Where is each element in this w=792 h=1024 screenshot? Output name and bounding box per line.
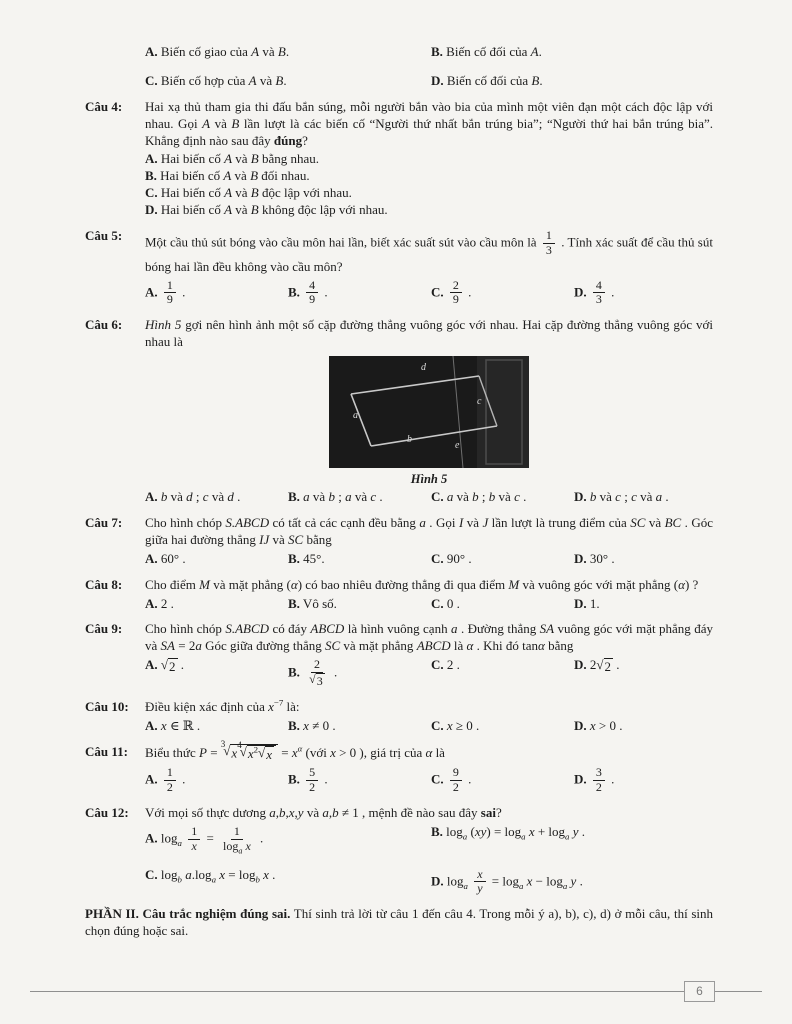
answer-option: D. 30° . [574,550,615,566]
answer-options [145,278,713,309]
footer-divider [30,991,762,992]
question-cau-10 [85,699,713,735]
answer-options [145,489,713,506]
answer-options [145,765,713,796]
part2-instructions: PHẦN II. Câu trắc nghiệm đúng sai. Thí sinh trả lời từ câu 1 đến câu 4. Trong mỗi ý a), b), c), d) ở mỗi câu, thí sinh chọn đúng hoặc sai. [85,906,714,939]
answer-option: B. x ≠ 0 . [288,717,336,733]
page-number: 6 [684,981,715,1002]
answer-option: C. Biến cố hợp của A và B. [145,72,287,88]
answer-option: B. $\frac{5}{2}$ . [288,765,328,795]
question-number: Câu 12: [85,805,129,821]
answer-option: D. 1. [574,595,600,611]
question-text: Cho hình chóp S.ABCD có đáy ABCD là hình vuông cạnh a . Đường thẳng SA vuông góc với mặt phẳng đáy và SA = 2a Góc giữa đường thẳng SC và mặt phẳng ABCD là α . Khi đó tanα bằng [145,621,713,654]
answer-option: D. Hai biến cố A và B không độc lập với nhau. [145,202,388,218]
question-text: Cho hình chóp S.ABCD có tất cả các cạnh đều bằng a . Gọi I và J lần lượt là trung điểm của SC và BC . Góc giữa hai đường thẳng IJ và SC bằng [145,515,713,547]
question-cau-12 [85,805,713,897]
figure-hinh-5 [329,356,529,487]
figure-label-c: c [477,395,482,407]
question-number: Câu 9: [85,621,123,637]
question-cau-8 [85,577,713,613]
answer-option: A. $\log_a$ $\frac{1}{x}$ = $\frac{1}{\log_a x}$ . [145,823,264,856]
question-text: Cho điểm M và mặt phẳng (α) có bao nhiêu đường thẳng đi qua điểm M và vuông góc với mặt phẳng (α) ? [145,576,699,592]
answer-option: C. $\frac{2}{9}$ . [431,277,472,307]
question-cau-5 [85,228,713,308]
answer-option: B. $\frac{4}{9}$ . [288,277,328,307]
answer-option: D. $\log_a$ $\frac{x}{y}$ = $\log_a x - \log_a y$ . [431,866,583,896]
figure-label-a: a [353,409,358,421]
answer-option: C. 90° . [431,550,472,566]
answer-options [145,596,713,613]
answer-option: A. $\frac{1}{2}$ . [145,765,186,795]
question-number: Câu 4: [85,98,123,114]
question-cau-6 [85,317,713,506]
question-text: Điều kiện xác định của $x^{-7}$ là: [145,697,300,715]
question-number-empty [85,42,145,90]
carryover-options-block [85,42,713,90]
answer-option: C. x ≥ 0 . [431,717,480,733]
answer-option: B. $\log_a (xy) = \log_a x + \log_a y$ . [431,823,585,842]
answer-option: A. 2 . [145,595,174,611]
figure-photo [329,356,529,468]
answer-option: C. $\log_b a.\log_a$ $x = \log_b x$ . [145,866,276,885]
answer-option: A. √ 2 . [145,656,185,674]
answer-option: D. $\frac{3}{2}$ . [574,765,615,795]
question-text: Biểu thức P = 3 √ x 4 √ $x^2$ √ x = $x^\alpha$ (với x > 0 ), giá trị của α là [145,738,445,763]
answer-option: A. $\frac{1}{9}$ . [145,277,186,307]
answer-option: A. b và d ; c và d . [145,489,241,505]
question-text: Hai xạ thủ tham gia thi đấu bắn súng, mỗi người bắn vào bia của mình một viên đạn một cách độc lập với nhau. Gọi A và B lần lượt là các biến cố “Người thứ nhất bắn trúng bia”; “Người thứ hai bắn trúng bia”. Khẳng định nào sau đây đúng? [145,98,713,148]
answer-option: C. 0 . [431,595,460,611]
question-number: Câu 8: [85,576,123,592]
answer-option: D. x > 0 . [574,717,623,733]
figure-label-d: d [421,361,426,373]
answer-option: C. Hai biến cố A và B độc lập với nhau. [145,185,352,201]
answer-option: C. a và b ; b và c . [431,489,527,505]
answer-option: A. x ∈ ℝ . [145,717,201,733]
question-text: Một cầu thủ sút bóng vào cầu môn hai lần, biết xác suất sút vào cầu môn là $\frac{1}{3}$ . Tính xác suất để cầu thủ sút bóng hai lần đều không vào cầu môn? [145,228,713,274]
figure-label-b: b [407,433,412,445]
answer-option: A. 60° . [145,550,186,566]
answer-option: D. Biến cố đối của B. [431,72,543,88]
question-number: Câu 11: [85,743,128,759]
question-cau-4 [85,99,713,219]
figure-drawing [329,356,529,468]
answer-option: C. 2 . [431,657,460,673]
answer-option: B. Vô số. [288,595,337,611]
answer-option: C. $\frac{9}{2}$ . [431,765,472,795]
question-cau-11 [85,738,713,796]
answer-option: A. Biến cố giao của A và B. [145,44,290,59]
answer-options [145,824,713,897]
figure-label-e: e [455,439,460,451]
answer-option: A. Hai biến cố A và B bằng nhau. [145,151,320,167]
answer-option: B. a và b ; a và c . [288,489,383,505]
question-number: Câu 10: [85,699,129,715]
question-text: Hình 5 gợi nên hình ảnh một số cặp đường thẳng vuông góc với nhau. Hai cặp đường thẳng vuông góc với nhau là [145,317,713,349]
answer-option: B. Biến cố đối của A. [431,44,542,59]
question-number: Câu 5: [85,228,123,244]
question-cau-9 [85,621,713,690]
answer-option: D. 2 √ 2 . [574,656,620,674]
answer-options [145,44,713,90]
answer-option: D. $\frac{4}{3}$ . [574,277,615,307]
answer-option: B. 2 √ 3 . [288,657,338,689]
answer-options [145,657,713,690]
figure-caption: Hình 5 [410,471,448,486]
question-cau-7 [85,515,713,568]
question-number: Câu 6: [85,317,123,333]
answer-options [145,718,713,735]
question-number: Câu 7: [85,515,123,531]
answer-option: B. 45°. [288,550,325,566]
question-text: Với mọi số thực dương a,b,x,y và a,b ≠ 1 , mệnh đề nào sau đây sai? [145,805,502,821]
page-content [85,42,713,940]
answer-options [145,551,713,568]
answer-option: D. b và c ; c và a . [574,489,669,505]
answer-options [145,151,713,219]
answer-option: B. Hai biến cố A và B đối nhau. [145,168,310,184]
